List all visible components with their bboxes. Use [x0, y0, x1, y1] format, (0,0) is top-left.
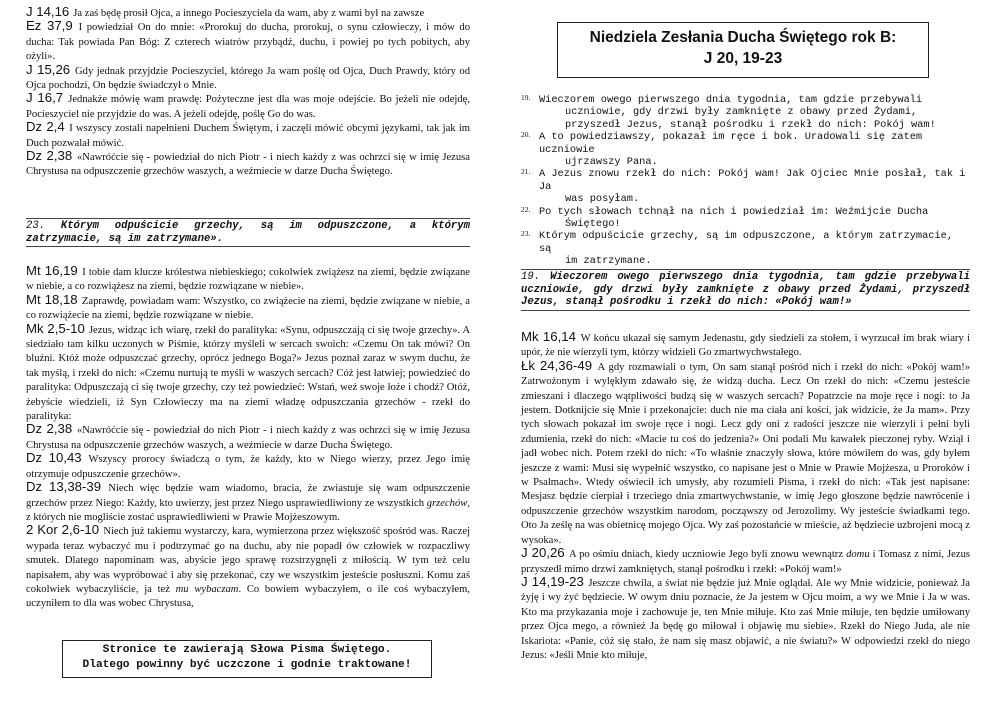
- verse-reference: Łk 24,36-49: [521, 357, 593, 373]
- gospel-verse: [521, 206, 970, 231]
- verse-entry: [26, 423, 470, 452]
- verse-entry: [26, 61, 471, 93]
- verse-reference: Dz 13,38-39: [26, 479, 102, 495]
- verse-text-italic: mu wybaczam: [175, 583, 239, 595]
- right-column: [521, 0, 970, 701]
- highlight-text: Którym odpuścicie grzechy, są im odpuszczone, a którym zatrzymacie, są im zatrzymane».: [26, 220, 470, 245]
- verse-entry: [521, 357, 971, 547]
- verse-line: Wieczorem owego pierwszego dnia tygodnia, tam gdzie przebywali: [539, 94, 923, 106]
- verse-list-right: [521, 331, 970, 662]
- verse-entry: [26, 524, 470, 610]
- verse-entry: [26, 6, 470, 20]
- verse-text: Niech więc będzie wam wiadomo, bracia, że zwiastuje się wam odpuszczenie grzechów przez Niego: Każdy, kto uwierzy, jest przez Niego usprawiedliwiony ze wszystkich: [26, 483, 471, 509]
- verse-list-bottom: [26, 265, 470, 611]
- verse-entry: [26, 121, 470, 150]
- verse-text: W końcu ukazał się samym Jedenastu, gdy siedzieli za stołem, i wyrzucał im brak wiary i upór, że nie wierzyli tym, którzy widzieli Go zmartwychwstałego.: [521, 333, 970, 359]
- verse-reference: Dz 2,38: [26, 148, 73, 164]
- verse-line: uczniowie, gdy drzwi były zamknięte z obawy przed Żydami,: [565, 106, 918, 119]
- verse-number: 23.: [521, 229, 531, 239]
- highlight-number: 19.: [521, 271, 541, 283]
- verse-entry: [26, 291, 470, 323]
- verse-text: Jezus, widząc ich wiarę, rzekł do paralityka: «Synu, odpuszczają ci się twoje grzechy». A siedziało tam kilku uczonych w Piśmie, którzy myśleli w sercach swoich: «Czemu On tak mówi? On bluźni. Któż może odpuszczać grzechy, oprócz jednego Boga?» Jezus poznał zaraz w swym duchu, że tak myślą, i rzekł do nich: «Czemu nurtują te myśli w waszych sercach? Cóż jest łatwiej; powiedzieć do paralityka: Odpuszczają ci się twoje grzechy, czy też powiedzieć: Wstań, weź swoje łoże i chodź? Otóż, żebyście wiedzieli, iż Syn Człowieczy ma na ziemi władzę odpuszczania grzechów - rzekł do paralityka:: [26, 324, 470, 423]
- verse-number: 22.: [521, 204, 531, 214]
- verse-entry: [521, 547, 970, 576]
- verse-text-italic: grzechów: [426, 497, 468, 509]
- verse-reference: Dz 10,43: [26, 450, 82, 466]
- verse-text: I powiedział On do mnie: «Prorokuj do ducha, prorokuj, o synu człowieczy, i mów do ducha: Tak powiada Pan Bóg: Z czterech wiatrów przybądź, duchu, i powiej po tych pobitych, aby ożyli».: [26, 22, 470, 63]
- verse-reference: J 16,7: [26, 90, 64, 106]
- verse-entry: [26, 20, 470, 63]
- verse-text: I tobie dam klucze królestwa niebieskiego; cokolwiek zwiążesz na ziemi, będzie związane w niebie, a co rozwiążesz na ziemi, będzie rozwiązane w niebie».: [26, 267, 470, 293]
- verse-entry: [521, 331, 970, 360]
- verse-reference: J 14,19-23: [521, 573, 584, 589]
- verse-text: Jeszcze chwila, a świat nie będzie już Mnie oglądał. Ale wy Mnie widzicie, ponieważ Ja żyję i wy żyć będziecie. W owym dniu poznacie, że Ja jestem w Ojcu moim, a wy we Mnie i Ja w was. Kto ma przykazania moje i zachowuje je, ten Mnie miłuje. Kto zaś Mnie miłuje, ten będzie umiłowany przez Ojca mego, a również Ja będę go miłował i objawię mu siebie». Rzekł do Niego Juda, ale nie Iskariota: «Panie, cóż się stało, że nam się masz objawić, a nie światu?» W odpowiedzi rzekł do niego Jezus: «Jeśli Mnie kto miłuje,: [521, 577, 970, 661]
- verse-entry: [521, 573, 970, 662]
- footer-notice-box: [62, 640, 432, 678]
- verse-text: i Tomasz z nimi, Jezus przyszedł mimo drzwi zamkniętych, stanął pośrodku i rzekł: «Pokój wam!»: [521, 549, 970, 575]
- verse-line: was posyłam.: [565, 193, 640, 206]
- verse-reference: Mt 16,19: [26, 263, 78, 278]
- verse-text: Wszyscy prorocy świadczą o tym, że każdy, kto w Niego wierzy, przez Jego imię otrzymuje odpuszczenie grzechów».: [26, 454, 470, 480]
- gospel-verse: [521, 168, 970, 205]
- verse-reference: Mt 18,18: [26, 291, 78, 307]
- highlight-verse: [26, 218, 470, 247]
- verse-reference: 2 Kor 2,6-10: [26, 522, 100, 538]
- verse-text: , z których nie mogliście zostać usprawiedliwieni w Prawie Mojżeszowym.: [26, 497, 470, 523]
- verse-text: Zaprawdę, powiadam wam: Wszystko, co zwiążecie na ziemi, będzie związane w niebie, a co rozwiążecie na ziemi, będzie rozwiązane w niebie.: [26, 295, 470, 322]
- verse-line: A Jezus znowu rzekł do nich: Pokój wam! Jak Ojciec Mnie posłał, tak i Ja: [539, 168, 966, 193]
- verse-entry: [26, 481, 470, 524]
- verse-reference: J 20,26: [521, 545, 565, 561]
- highlight-verse: [521, 269, 970, 311]
- verse-reference: Dz 2,38: [26, 421, 73, 437]
- verse-reference: J 14,16: [26, 4, 70, 19]
- verse-text: A po ośmiu dniach, kiedy uczniowie Jego byli znowu wewnątrz: [569, 549, 847, 561]
- verse-text-italic: domu: [846, 549, 870, 561]
- verse-reference: Mk 16,14: [521, 329, 576, 344]
- verse-line: Po tych słowach tchnął na nich i powiedział im: Weźmijcie Ducha: [539, 205, 929, 218]
- left-column: [26, 0, 470, 701]
- verse-list-top: [26, 6, 470, 179]
- title-box: [557, 22, 929, 78]
- verse-entry: [26, 92, 470, 121]
- footer-line-1: Stronice te zawierają Słowa Pisma Świętego.: [102, 644, 392, 656]
- verse-reference: Ez 37,9: [26, 18, 73, 34]
- page-subtitle: J 20, 19-23: [703, 50, 783, 67]
- verse-text: A gdy rozmawiali o tym, On sam stanął pośród nich i rzekł do nich: «Pokój wam!» Zatrwożonym i wylękłym zdawało się, że widzą ducha. Lecz On rzekł do nich: «Czemu jesteście zmieszani i dlaczego wątpliwości budzą się w waszych sercach? Popatrzcie na moje ręce i nogi: to Ja jestem. Dotknijcie się Mnie i przekonajcie: duch nie ma ciała ani kości, jak widzicie, że Ja mam». Przy tych słowach pokazał im swoje ręce i nogi. Lecz gdy oni z radości jeszcze nie wierzyli i pełni byli zdumienia, rzekł do nich: «Macie tu coś do jedzenia?» Oni podali Mu kawałek pieczonej ryby. Wziął i jadł wobec nich. Potem rzekł do nich: «To właśnie znaczyły słowa, które mówiłem do was, gdy byłem jeszcze z wami: Musi się wypełnić wszystko, co napisane jest o Mnie w Prawie Mojżesza, u Proroków i w Psalmach». Wtedy oświecił ich umysły, aby rozumieli Pisma, i rzekł do nich: «Tak jest napisane: Mesjasz będzie cierpiał i trzeciego dnia zmartwychwstanie, w imię Jego głoszone będzie nawrócenie i odpuszczenie grzechów wszystkim narodom, począwszy od Jerozolimy. Wy jesteście świadkami tego. Oto Ja ześlę na was obietnicę mojego Ojca. Wy zaś pozostańcie w mieście, aż będziecie uzbrojeni mocą z wysoka».: [521, 361, 971, 546]
- verse-text: Jednakże mówię wam prawdę: Pożyteczne jest dla was moje odejście. Bo jeżeli nie odejdę, Pocieszyciel nie przyjdzie do was. A jeżeli odejdę, poślę Go do was.: [26, 94, 470, 120]
- verse-number: 20.: [521, 130, 531, 140]
- footer-line-2: Dlatego powinny być uczczone i godnie traktowane!: [82, 659, 412, 671]
- verse-entry: [26, 265, 470, 294]
- verse-text: Niech już takiemu wystarczy, kara, wymierzona przez większość spośród was. Raczej wypada teraz wybaczyć mu i podtrzymać go na duchu, aby nie popadł ów człowiek w rozpaczliwy smutek. Dlatego napominam was, abyście jego sprawę rozstrzygnęli z miłością. W tym też celu napisałem, aby was wypróbować i aby się przekonać, czy we wszystkim jesteście posłuszni. Komu zaś cokolwiek wybaczyliście, ja też: [26, 526, 471, 595]
- highlight-number: 23.: [26, 220, 46, 232]
- verse-reference: J 15,26: [26, 61, 71, 77]
- verse-text: «Nawróćcie się - powiedział do nich Piotr - i niech każdy z was ochrzci się w imię Jezusa Chrystusa na odpuszczenie grzechów waszych, a weźmiecie w darze Ducha Świętego.: [26, 425, 471, 451]
- verse-line: ujrzawszy Pana.: [565, 156, 658, 169]
- page-title: Niedziela Zesłania Ducha Świętego rok B:: [589, 29, 897, 46]
- highlight-text: Wieczorem owego pierwszego dnia tygodnia, tam gdzie przebywali uczniowie, gdy drzwi były zamknięte z obawy przed Żydami, przyszedł Jezus, stanął pośrodku i rzekł do nich: «Pokój wam!»: [521, 271, 971, 309]
- gospel-verse: [521, 230, 970, 267]
- verse-reference: Mk 2,5-10: [26, 320, 85, 336]
- verse-line: A to powiedziawszy, pokazał im ręce i bok. Uradowali się zatem uczniowie: [539, 131, 923, 156]
- verse-line: przyszedł Jezus, stanął pośrodku i rzekł do nich: Pokój wam!: [565, 118, 936, 131]
- verse-entry: [26, 452, 470, 481]
- verse-entry: [26, 150, 470, 179]
- gospel-reading: [521, 94, 970, 268]
- verse-text: «Nawróćcie się - powiedział do nich Piotr - i niech każdy z was ochrzci się w imię Jezusa Chrystusa na odpuszczenie grzechów waszych, a weźmiecie w darze Ducha Świętego.: [26, 152, 471, 178]
- verse-line: Świętego!: [565, 218, 621, 231]
- verse-reference: Dz 2,4: [26, 119, 65, 135]
- verse-text: Gdy jednak przyjdzie Pocieszyciel, którego Ja wam poślę od Ojca, Duch Prawdy, który od Ojca pochodzi, On będzie świadczył o Mnie.: [26, 65, 471, 92]
- verse-text: I wszyscy zostali napełnieni Duchem Świętym, i zaczęli mówić obcymi językami, tak jak im Duch pozwalał mówić.: [26, 123, 470, 149]
- verse-text: . Co bowiem wybaczyłem, o ile coś wybaczyłem, uczyniłem to dla was wobec Chrystusa,: [26, 583, 471, 610]
- verse-number: 19.: [521, 93, 531, 102]
- verse-text: Ja zaś będę prosił Ojca, a innego Pocieszyciela da wam, aby z wami był na zawsze: [73, 8, 425, 19]
- verse-line: im zatrzymane.: [565, 255, 652, 268]
- gospel-verse: [521, 94, 970, 131]
- gospel-verse: [521, 131, 970, 168]
- verse-line: Którym odpuścicie grzechy, są im odpuszczone, a którym zatrzymacie, są: [539, 230, 954, 255]
- verse-entry: [26, 320, 470, 424]
- verse-number: 21.: [521, 167, 531, 177]
